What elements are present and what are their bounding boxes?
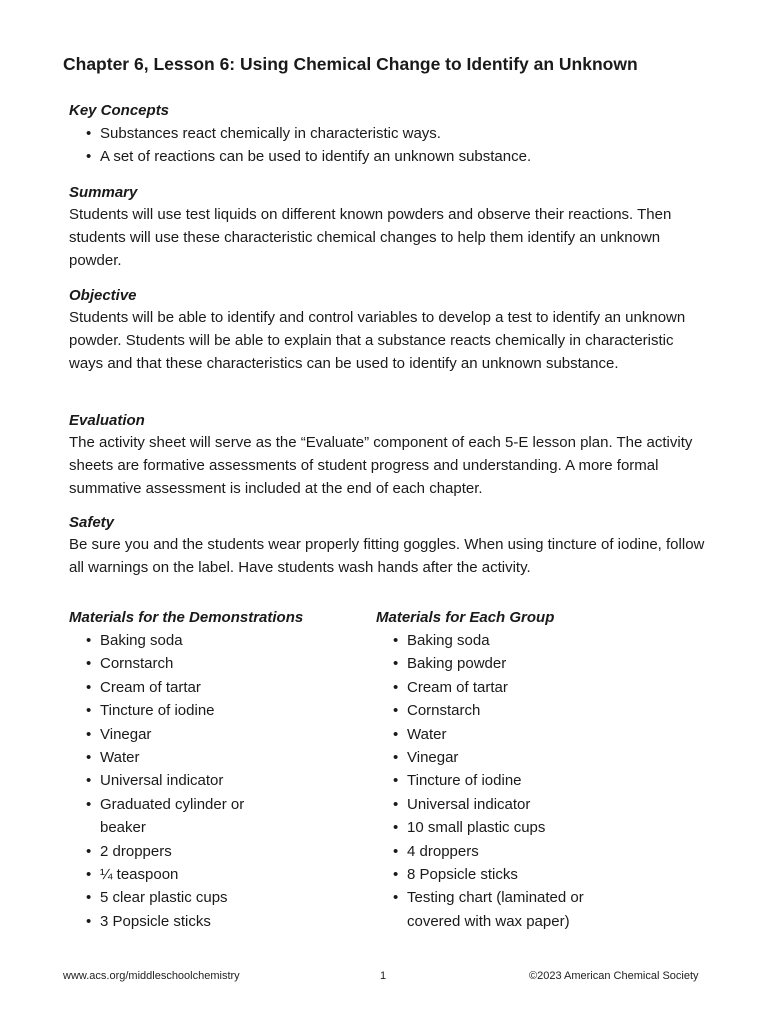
list-item: • 3 Popsicle sticks: [55, 910, 285, 933]
summary-heading: Summary: [69, 184, 138, 201]
list-item: • Cornstarch: [55, 652, 285, 675]
list-item: • Universal indicator: [362, 793, 622, 816]
safety-heading: Safety: [69, 514, 115, 531]
list-item: • Vinegar: [55, 723, 285, 746]
list-item: • 5 clear plastic cups: [55, 886, 285, 909]
materials-demo-list: [55, 629, 285, 933]
list-item: • Baking powder: [362, 652, 622, 675]
list-item: • Cream of tartar: [362, 676, 622, 699]
footer-url[interactable]: www.acs.org/middleschoolchemistry: [63, 970, 240, 982]
list-item: • Cream of tartar: [55, 676, 285, 699]
safety-text: Be sure you and the students wear properly fitting goggles. When using tincture of iodine, follow all warnings on the label. Have students wash hands after the activity.: [69, 536, 705, 576]
list-item: • Baking soda: [55, 629, 285, 652]
objective-heading: Objective: [69, 287, 137, 304]
list-item: • 4 droppers: [362, 840, 622, 863]
key-concepts-list: [55, 122, 709, 169]
objective-text: Students will be able to identify and control variables to develop a test to identify an unknown powder. Students will be able to explain that a substance reacts chemically in characteristic ways and that these characteristics can be used to identify an unknown substance.: [69, 309, 686, 372]
list-item: • 8 Popsicle sticks: [362, 863, 622, 886]
list-item: • ¼ teaspoon: [55, 863, 285, 886]
evaluation-text: The activity sheet will serve as the “Evaluate” component of each 5-E lesson plan. The activity sheets are formative assessments of student progress and understanding. A more formal summative assessment is included at the end of each chapter.: [69, 434, 693, 497]
list-item: • Tincture of iodine: [362, 769, 622, 792]
list-item: • Universal indicator: [55, 769, 285, 792]
list-item: • Water: [55, 746, 285, 769]
materials-demo-heading: Materials for the Demonstrations: [69, 609, 304, 626]
materials-demo-column: [69, 606, 359, 933]
evaluation-heading: Evaluation: [69, 412, 145, 429]
list-item: • 10 small plastic cups: [362, 816, 622, 839]
materials-group-list: [362, 629, 622, 933]
key-concepts-heading: Key Concepts: [69, 102, 170, 119]
footer-copyright: ©2023 American Chemical Society: [529, 970, 699, 982]
summary-section: [69, 181, 709, 272]
list-item: • 2 droppers: [55, 840, 285, 863]
summary-text: Students will use test liquids on different known powders and observe their reactions. Then students will use these characteristic chemical changes to help them identify an unknown powder.: [69, 206, 672, 269]
list-item: • Water: [362, 723, 622, 746]
list-item: • Cornstarch: [362, 699, 622, 722]
list-item: • A set of reactions can be used to identify an unknown substance.: [55, 145, 709, 168]
objective-section: [69, 284, 709, 375]
key-concepts-section: [69, 99, 709, 169]
page-title: Chapter 6, Lesson 6: Using Chemical Change to Identify an Unknown: [63, 54, 638, 74]
list-item: • Baking soda: [362, 629, 622, 652]
list-item: • Tincture of iodine: [55, 699, 285, 722]
list-item: • Graduated cylinder or beaker: [55, 793, 285, 840]
materials-group-heading: Materials for Each Group: [376, 609, 555, 626]
materials-group-column: [376, 606, 676, 933]
list-item: • Substances react chemically in characteristic ways.: [55, 122, 709, 145]
list-item: • Vinegar: [362, 746, 622, 769]
evaluation-section: [69, 409, 709, 500]
footer-page-number: 1: [380, 970, 387, 982]
safety-section: [69, 511, 709, 580]
list-item: • Testing chart (laminated or covered with wax paper): [362, 886, 622, 933]
